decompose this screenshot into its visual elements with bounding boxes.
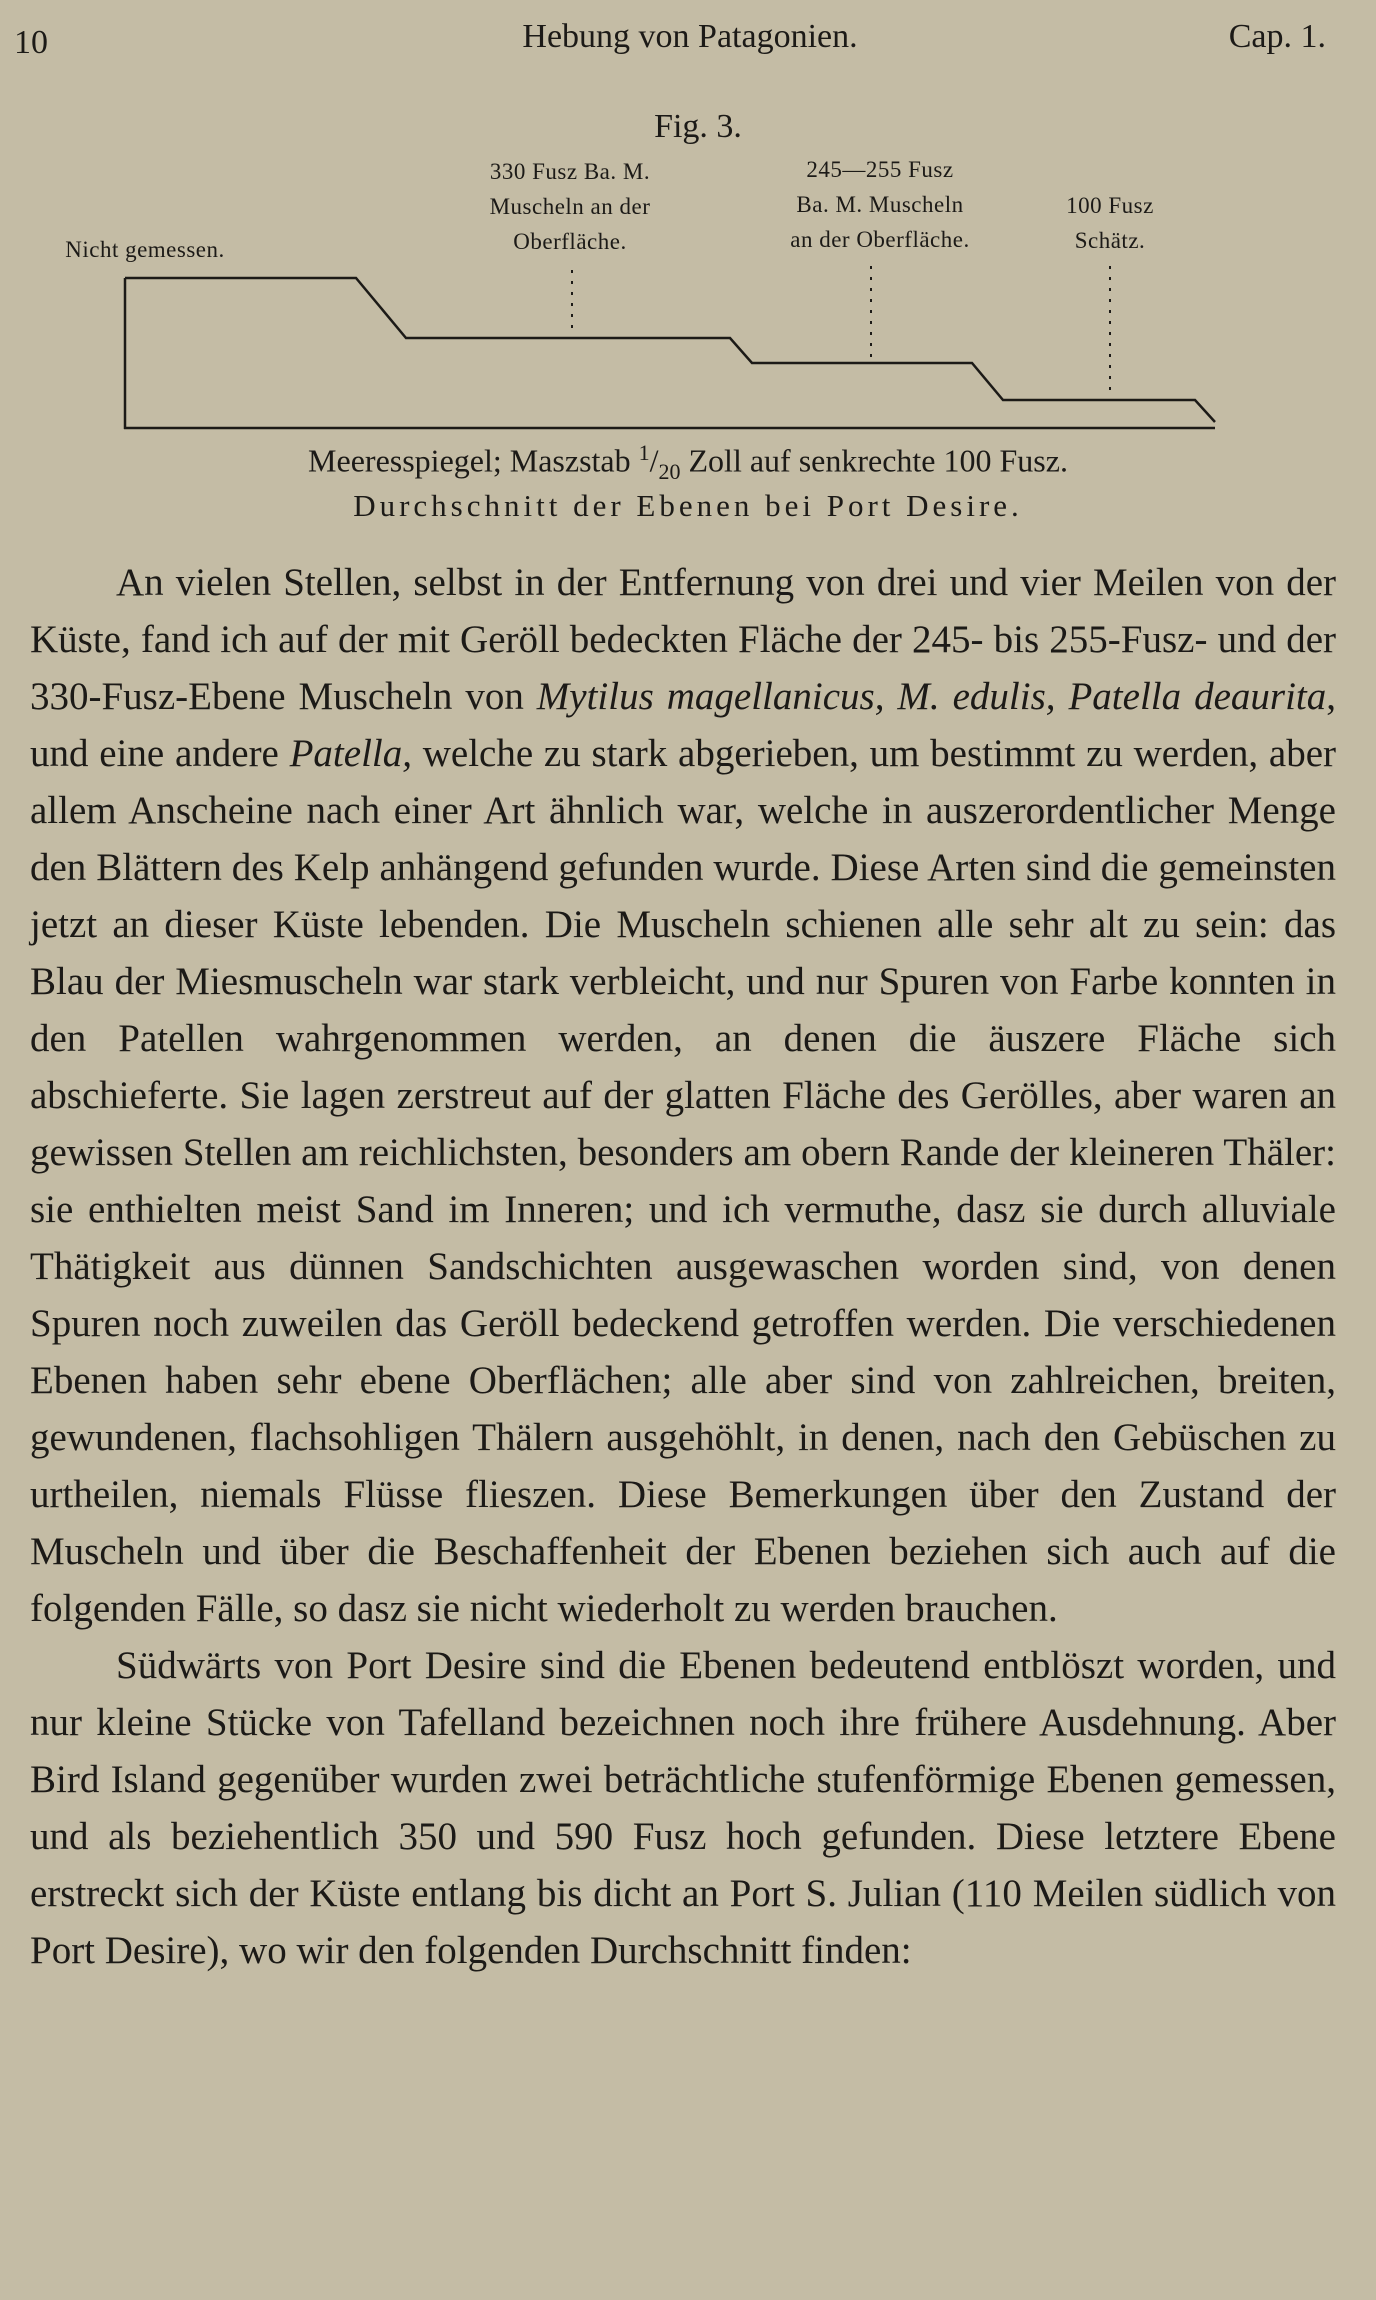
annotation-line: an der Oberfläche. bbox=[790, 227, 970, 252]
paragraph-2: Südwärts von Port Desire sind die Ebenen bedeutend entblöszt worden, und nur kleine Stücke von Tafelland bezeichnen noch ihre frühere Ausdehnung. Aber Bird Island gegenüber wurden zwei beträchtliche stufenförmige Ebenen gemessen, und als beziehentlich 350 und 590 Fusz hoch gefunden. Diese letztere Ebene erstreckt sich der Küste entlang bis dicht an Port S. Julian (110 Meilen südlich von Port Desire), wo wir den folgenden Durchschnitt finden: bbox=[30, 1644, 1336, 1972]
figure-caption-scale: Meeresspiegel; Maszstab $^1/_{20}$ Zoll auf senkrechte 100 Fusz. bbox=[308, 440, 1068, 485]
page-number: 10 bbox=[14, 24, 48, 61]
annotation-line: 330 Fusz Ba. M. bbox=[489, 159, 651, 184]
annotation-line: 100 Fusz bbox=[1066, 193, 1154, 218]
paragraph-text: welche zu stark abgerieben, um bestimmt zu werden, aber allem Anscheine nach einer Art ähnlich war, welche in auszerordentlicher Menge den Blättern des Kelp anhängend gefunden wurde. Diese Arten sind die gemeinsten jetzt an dieser Küste lebenden. Die Muscheln schienen alle sehr alt zu sein: das Blau der Miesmuscheln war stark verbleicht, und nur Spuren von Farbe konnten in den Patellen wahrgenommen werden, an denen die äuszere Fläche sich abschieferte. Sie lagen zerstreut auf der glatten Fläche des Gerölles, aber waren an gewissen Stellen am reichlichsten, besonders am obern Rande der kleineren Thäler: sie enthielten meist Sand im Inneren; und ich vermuthe, dasz sie durch alluviale Thätigkeit aus dünnen Sandschichten ausgewaschen worden sind, von denen Spuren noch zuweilen das Geröll bedeckend getroffen werden. Die verschiedenen Ebenen haben sehr ebene Oberflächen; alle aber sind von zahlreichen, breiten, gewundenen, flachsohligen Thälern ausgehöhlt, in denen, nach den Gebüschen zu urtheilen, niemals Flüsse flieszen. Diese Bemerkungen über den Zustand der Muscheln und über die Beschaffenheit der Ebenen beziehen sich auch auf die folgenden Fälle, so dasz sie nicht wiederholt zu werden brauchen. bbox=[30, 732, 1336, 1630]
terrace-profile-drawing bbox=[0, 104, 1376, 444]
terrace-profile bbox=[125, 278, 1215, 422]
figure-3 bbox=[0, 104, 1376, 544]
species-name: Patella, bbox=[289, 732, 412, 775]
chapter-label: Cap. 1. bbox=[1228, 18, 1326, 55]
annotation-line: Muscheln an der bbox=[489, 194, 651, 219]
running-head bbox=[14, 18, 1326, 68]
annotation-line: Schätz. bbox=[1074, 228, 1146, 253]
figure-label: Fig. 3. bbox=[654, 108, 742, 145]
fraction-denominator: 20 bbox=[658, 459, 681, 485]
annotation-line: Oberfläche. bbox=[513, 229, 627, 254]
body-text bbox=[30, 554, 1336, 1979]
species-names: Mytilus magellanicus, M. edulis, Patella deaurita bbox=[536, 675, 1327, 718]
running-title: Hebung von Patagonien. bbox=[522, 18, 858, 55]
fraction-numerator: 1 bbox=[638, 440, 650, 465]
paragraph-text: An vielen Stellen, selbst in der Entfernung von drei und vier Meilen von der Küste, fand ich auf der mit Geröll bedeckten Fläche der 245- bis 255-Fusz- und der 330-Fusz-Ebene Muscheln von bbox=[30, 561, 1336, 718]
caption-text: Zoll auf senkrechte 100 Fusz. bbox=[680, 442, 1068, 479]
paragraph-1 bbox=[30, 554, 1336, 1637]
annotation-line: Ba. M. Muscheln bbox=[796, 192, 964, 217]
caption-text: Meeresspiegel; Maszstab bbox=[308, 442, 639, 479]
annotation-line: 245—255 Fusz bbox=[806, 157, 954, 182]
annotation-text: Nicht gemessen. bbox=[65, 237, 225, 262]
paragraph-text: , und eine andere bbox=[30, 675, 1336, 775]
figure-caption-title: Durchschnitt der Ebenen bei Port Desire. bbox=[353, 488, 1023, 523]
